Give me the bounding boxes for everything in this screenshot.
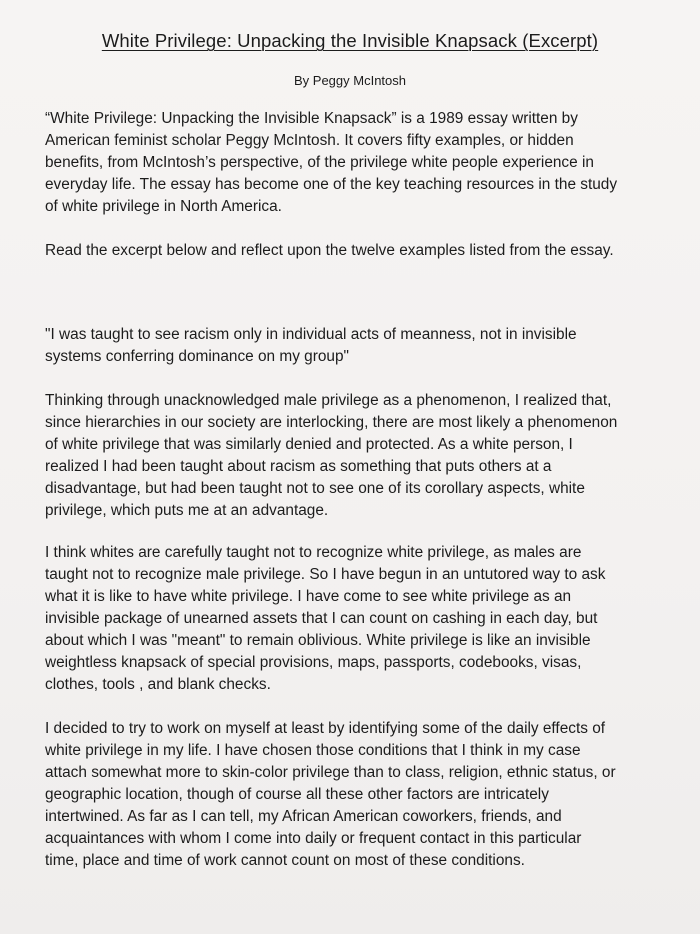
- text-line: white privilege in my life. I have chosen those conditions that I think in my case: [45, 742, 581, 759]
- body-paragraph-2: [45, 542, 685, 696]
- document-title: White Privilege: Unpacking the Invisible Knapsack (Excerpt): [101, 30, 599, 51]
- author-byline: By Peggy McIntosh: [294, 73, 406, 88]
- text-line: Read the excerpt below and reflect upon the twelve examples listed from the essay.: [45, 242, 614, 259]
- text-line: geographic location, though of course all these other factors are intricately: [45, 786, 549, 803]
- text-line: time, place and time of work cannot count on most of these conditions.: [45, 852, 525, 869]
- text-line: acquaintances with whom I come into daily or frequent contact in this particular: [45, 830, 582, 847]
- body-paragraph-1: [45, 390, 685, 522]
- text-line: since hierarchies in our society are interlocking, there are most likely a phenomenon: [45, 414, 618, 431]
- text-line: privilege, which puts me at an advantage.: [45, 502, 329, 519]
- text-line: attach somewhat more to skin-color privilege than to class, religion, ethnic status, or: [45, 764, 616, 781]
- quote-paragraph: [45, 324, 685, 368]
- text-line: invisible package of unearned assets that I can count on cashing in each day, but: [45, 610, 598, 627]
- text-line: weightless knapsack of special provisions, maps, passports, codebooks, visas,: [45, 654, 582, 671]
- text-line: everyday life. The essay has become one of the key teaching resources in the study: [45, 176, 618, 193]
- intro-paragraph: [45, 108, 685, 218]
- text-line: disadvantage, but had been taught not to see one of its corollary aspects, white: [45, 480, 585, 497]
- text-line: systems conferring dominance on my group": [45, 348, 350, 365]
- text-line: intertwined. As far as I can tell, my African American coworkers, friends, and: [45, 808, 562, 825]
- text-line: of white privilege that was similarly denied and protected. As a white person, I: [45, 436, 573, 453]
- text-line: American feminist scholar Peggy McIntosh. It covers fifty examples, or hidden: [45, 132, 574, 149]
- text-line: taught not to recognize male privilege. So I have begun in an untutored way to ask: [45, 566, 606, 583]
- body-paragraph-3: [45, 718, 685, 872]
- text-line: about which I was "meant" to remain oblivious. White privilege is like an invisible: [45, 632, 591, 649]
- text-line: of white privilege in North America.: [45, 198, 282, 215]
- text-line: Thinking through unacknowledged male privilege as a phenomenon, I realized that,: [45, 392, 612, 409]
- text-line: I think whites are carefully taught not to recognize white privilege, as males are: [45, 544, 582, 561]
- text-line: benefits, from McIntosh’s perspective, of the privilege white people experience in: [45, 154, 594, 171]
- text-line: realized I had been taught about racism as something that puts others at a: [45, 458, 552, 475]
- text-line: “White Privilege: Unpacking the Invisible Knapsack” is a 1989 essay written by: [45, 110, 578, 127]
- text-line: I decided to try to work on myself at least by identifying some of the daily effects of: [45, 720, 606, 737]
- instruction-paragraph: [45, 240, 685, 262]
- text-line: clothes, tools , and blank checks.: [45, 676, 271, 693]
- text-line: "I was taught to see racism only in individual acts of meanness, not in invisible: [45, 326, 577, 343]
- text-line: what it is like to have white privilege. I have come to see white privilege as an: [45, 588, 572, 605]
